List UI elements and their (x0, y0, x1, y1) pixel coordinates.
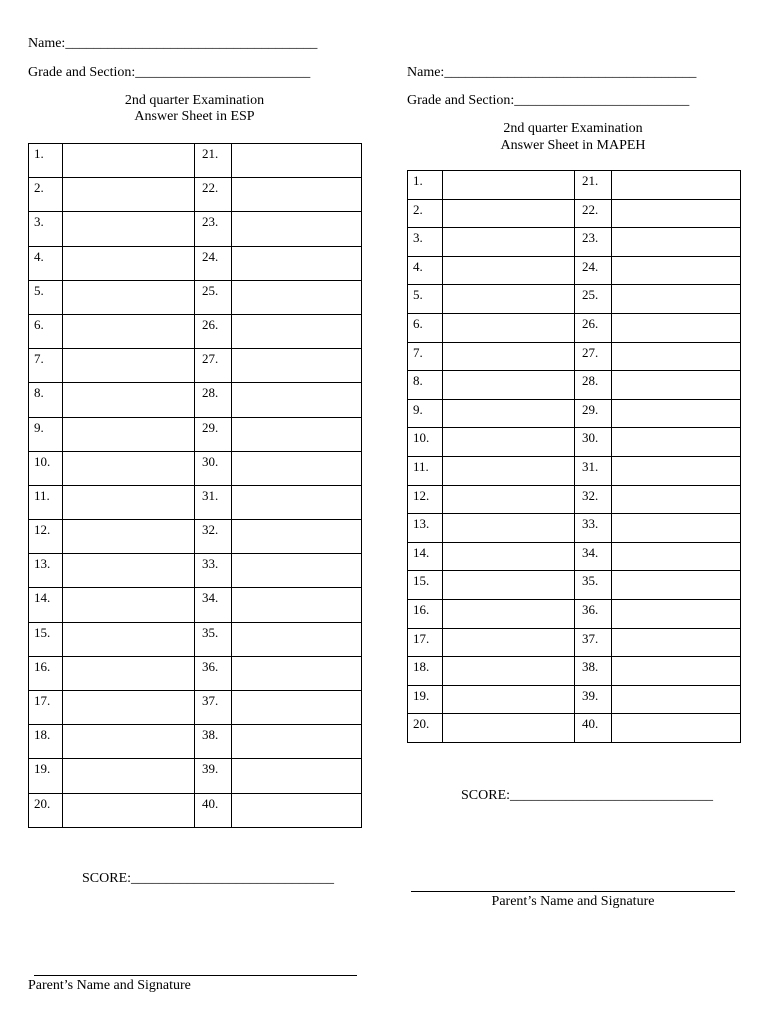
answer-row (408, 285, 741, 314)
item-number: 21. (195, 144, 232, 178)
answer-box[interactable] (443, 714, 575, 743)
answer-row (408, 199, 741, 228)
item-number: 8. (408, 371, 443, 400)
answer-row (408, 571, 741, 600)
answer-row (29, 280, 362, 314)
answer-row (408, 428, 741, 457)
item-number: 22. (195, 178, 232, 212)
answer-row (29, 246, 362, 280)
item-number: 23. (195, 212, 232, 246)
answer-row (408, 542, 741, 571)
left-answer-table (28, 143, 362, 828)
item-number: 26. (575, 313, 612, 342)
answer-box[interactable] (63, 280, 195, 314)
answer-box[interactable] (612, 628, 741, 657)
item-number: 13. (408, 514, 443, 543)
item-number: 35. (195, 622, 232, 656)
item-number: 13. (29, 554, 63, 588)
answer-box[interactable] (232, 656, 362, 690)
item-number: 32. (575, 485, 612, 514)
item-number: 9. (29, 417, 63, 451)
answer-box[interactable] (612, 199, 741, 228)
answer-row (408, 657, 741, 686)
answer-row (29, 314, 362, 348)
answer-row (29, 485, 362, 519)
answer-box[interactable] (443, 285, 575, 314)
answer-box[interactable] (63, 314, 195, 348)
answer-row (408, 256, 741, 285)
item-number: 17. (29, 691, 63, 725)
answer-box[interactable] (232, 554, 362, 588)
right-parent-signature-line[interactable] (411, 891, 735, 892)
item-number: 17. (408, 628, 443, 657)
item-number: 27. (575, 342, 612, 371)
answer-box[interactable] (612, 228, 741, 257)
item-number: 2. (408, 199, 443, 228)
answer-box[interactable] (443, 685, 575, 714)
answer-box[interactable] (232, 725, 362, 759)
item-number: 11. (29, 485, 63, 519)
item-number: 3. (29, 212, 63, 246)
answer-box[interactable] (63, 349, 195, 383)
answer-box[interactable] (232, 691, 362, 725)
item-number: 4. (29, 246, 63, 280)
item-number: 14. (29, 588, 63, 622)
item-number: 11. (408, 456, 443, 485)
answer-box[interactable] (63, 383, 195, 417)
item-number: 5. (29, 280, 63, 314)
item-number: 32. (195, 520, 232, 554)
answer-row (29, 554, 362, 588)
answer-box[interactable] (232, 383, 362, 417)
item-number: 28. (575, 371, 612, 400)
item-number: 6. (29, 314, 63, 348)
item-number: 39. (195, 759, 232, 793)
answer-box[interactable] (63, 554, 195, 588)
item-number: 29. (575, 399, 612, 428)
answer-box[interactable] (63, 759, 195, 793)
item-number: 28. (195, 383, 232, 417)
answer-box[interactable] (443, 657, 575, 686)
item-number: 15. (408, 571, 443, 600)
left-parent-signature-label: Parent’s Name and Signature (28, 978, 191, 993)
answer-box[interactable] (612, 542, 741, 571)
item-number: 10. (408, 428, 443, 457)
answer-box[interactable] (63, 451, 195, 485)
item-number: 20. (408, 714, 443, 743)
answer-box[interactable] (232, 349, 362, 383)
answer-row (408, 599, 741, 628)
item-number: 12. (408, 485, 443, 514)
item-number: 10. (29, 451, 63, 485)
answer-box[interactable] (612, 342, 741, 371)
answer-box[interactable] (443, 514, 575, 543)
answer-row (29, 725, 362, 759)
answer-row (408, 371, 741, 400)
right-score-field[interactable]: SCORE:_____________________________ (461, 788, 714, 803)
answer-box[interactable] (63, 417, 195, 451)
answer-box[interactable] (612, 514, 741, 543)
answer-row (408, 685, 741, 714)
item-number: 14. (408, 542, 443, 571)
answer-box[interactable] (63, 691, 195, 725)
answer-row (29, 588, 362, 622)
right-answer-table (407, 170, 741, 743)
answer-row (29, 691, 362, 725)
item-number: 35. (575, 571, 612, 600)
answer-box[interactable] (232, 520, 362, 554)
answer-row (408, 485, 741, 514)
answer-box[interactable] (443, 428, 575, 457)
answer-box[interactable] (232, 485, 362, 519)
answer-box[interactable] (443, 571, 575, 600)
item-number: 30. (195, 451, 232, 485)
answer-box[interactable] (63, 178, 195, 212)
item-number: 25. (195, 280, 232, 314)
left-grade-section-field[interactable]: Grade and Section:_________________________ (28, 65, 311, 80)
item-number: 22. (575, 199, 612, 228)
answer-box[interactable] (443, 228, 575, 257)
item-number: 8. (29, 383, 63, 417)
item-number: 36. (575, 599, 612, 628)
item-number: 15. (29, 622, 63, 656)
item-number: 3. (408, 228, 443, 257)
answer-box[interactable] (63, 793, 195, 827)
item-number: 38. (575, 657, 612, 686)
item-number: 5. (408, 285, 443, 314)
answer-box[interactable] (443, 456, 575, 485)
item-number: 27. (195, 349, 232, 383)
answer-box[interactable] (612, 456, 741, 485)
item-number: 12. (29, 520, 63, 554)
answer-box[interactable] (443, 199, 575, 228)
answer-box[interactable] (443, 256, 575, 285)
item-number: 4. (408, 256, 443, 285)
item-number: 31. (575, 456, 612, 485)
right-subject-title: Answer Sheet in MAPEH (500, 138, 646, 153)
item-number: 34. (575, 542, 612, 571)
item-number: 37. (195, 691, 232, 725)
item-number: 24. (575, 256, 612, 285)
item-number: 1. (29, 144, 63, 178)
answer-box[interactable] (63, 144, 195, 178)
item-number: 26. (195, 314, 232, 348)
answer-row (29, 383, 362, 417)
answer-box[interactable] (443, 399, 575, 428)
item-number: 9. (408, 399, 443, 428)
answer-box[interactable] (612, 657, 741, 686)
answer-row (29, 520, 362, 554)
answer-box[interactable] (612, 399, 741, 428)
answer-box[interactable] (612, 371, 741, 400)
answer-box[interactable] (612, 685, 741, 714)
item-number: 18. (408, 657, 443, 686)
item-number: 1. (408, 171, 443, 200)
item-number: 25. (575, 285, 612, 314)
right-parent-signature-label: Parent’s Name and Signature (491, 894, 655, 909)
answer-box[interactable] (612, 428, 741, 457)
answer-box[interactable] (443, 628, 575, 657)
answer-row (408, 399, 741, 428)
answer-row (408, 342, 741, 371)
answer-box[interactable] (63, 622, 195, 656)
item-number: 38. (195, 725, 232, 759)
answer-box[interactable] (63, 725, 195, 759)
item-number: 40. (195, 793, 232, 827)
answer-row (29, 417, 362, 451)
answer-box[interactable] (232, 178, 362, 212)
answer-box[interactable] (232, 793, 362, 827)
answer-box[interactable] (63, 212, 195, 246)
left-subject-title: Answer Sheet in ESP (134, 109, 255, 124)
answer-box[interactable] (612, 571, 741, 600)
answer-row (408, 514, 741, 543)
item-number: 33. (575, 514, 612, 543)
right-grade-section-field[interactable]: Grade and Section:_________________________ (407, 93, 690, 108)
left-answer-table-body (29, 144, 362, 828)
left-score-field[interactable]: SCORE:_____________________________ (82, 871, 335, 886)
answer-row (29, 212, 362, 246)
item-number: 29. (195, 417, 232, 451)
answer-row (29, 144, 362, 178)
answer-box[interactable] (443, 171, 575, 200)
item-number: 7. (29, 349, 63, 383)
answer-box[interactable] (232, 212, 362, 246)
item-number: 2. (29, 178, 63, 212)
item-number: 40. (575, 714, 612, 743)
answer-box[interactable] (232, 417, 362, 451)
left-parent-signature-line[interactable] (34, 975, 357, 976)
answer-box[interactable] (443, 371, 575, 400)
answer-box[interactable] (63, 246, 195, 280)
item-number: 7. (408, 342, 443, 371)
item-number: 37. (575, 628, 612, 657)
answer-row (408, 228, 741, 257)
answer-row (29, 178, 362, 212)
answer-row (29, 656, 362, 690)
answer-row (29, 793, 362, 827)
answer-box[interactable] (612, 599, 741, 628)
answer-box[interactable] (232, 144, 362, 178)
answer-box[interactable] (612, 485, 741, 514)
answer-row (29, 622, 362, 656)
answer-row (408, 456, 741, 485)
answer-row (29, 451, 362, 485)
answer-box[interactable] (443, 599, 575, 628)
item-number: 24. (195, 246, 232, 280)
left-name-field[interactable]: Name:____________________________________ (28, 36, 318, 51)
answer-box[interactable] (232, 314, 362, 348)
answer-box[interactable] (612, 313, 741, 342)
item-number: 19. (29, 759, 63, 793)
answer-box[interactable] (443, 313, 575, 342)
answer-row (408, 628, 741, 657)
answer-box[interactable] (232, 622, 362, 656)
answer-box[interactable] (612, 256, 741, 285)
answer-box[interactable] (443, 342, 575, 371)
answer-box[interactable] (232, 759, 362, 793)
answer-box[interactable] (63, 588, 195, 622)
answer-box[interactable] (612, 714, 741, 743)
right-name-field[interactable]: Name:____________________________________ (407, 65, 697, 80)
answer-row (29, 759, 362, 793)
answer-box[interactable] (232, 246, 362, 280)
answer-row (29, 349, 362, 383)
item-number: 30. (575, 428, 612, 457)
answer-box[interactable] (63, 485, 195, 519)
item-number: 36. (195, 656, 232, 690)
item-number: 6. (408, 313, 443, 342)
item-number: 16. (408, 599, 443, 628)
answer-box[interactable] (232, 451, 362, 485)
answer-box[interactable] (443, 542, 575, 571)
item-number: 31. (195, 485, 232, 519)
item-number: 21. (575, 171, 612, 200)
answer-row (408, 171, 741, 200)
left-exam-title: 2nd quarter Examination (124, 93, 265, 108)
answer-box[interactable] (443, 485, 575, 514)
answer-box[interactable] (232, 280, 362, 314)
item-number: 33. (195, 554, 232, 588)
item-number: 18. (29, 725, 63, 759)
answer-box[interactable] (612, 171, 741, 200)
item-number: 16. (29, 656, 63, 690)
answer-row (408, 714, 741, 743)
answer-box[interactable] (63, 520, 195, 554)
item-number: 19. (408, 685, 443, 714)
answer-box[interactable] (232, 588, 362, 622)
answer-row (408, 313, 741, 342)
right-exam-title: 2nd quarter Examination (503, 121, 643, 136)
item-number: 20. (29, 793, 63, 827)
item-number: 34. (195, 588, 232, 622)
right-answer-table-body (408, 171, 741, 743)
answer-box[interactable] (63, 656, 195, 690)
item-number: 39. (575, 685, 612, 714)
item-number: 23. (575, 228, 612, 257)
answer-box[interactable] (612, 285, 741, 314)
